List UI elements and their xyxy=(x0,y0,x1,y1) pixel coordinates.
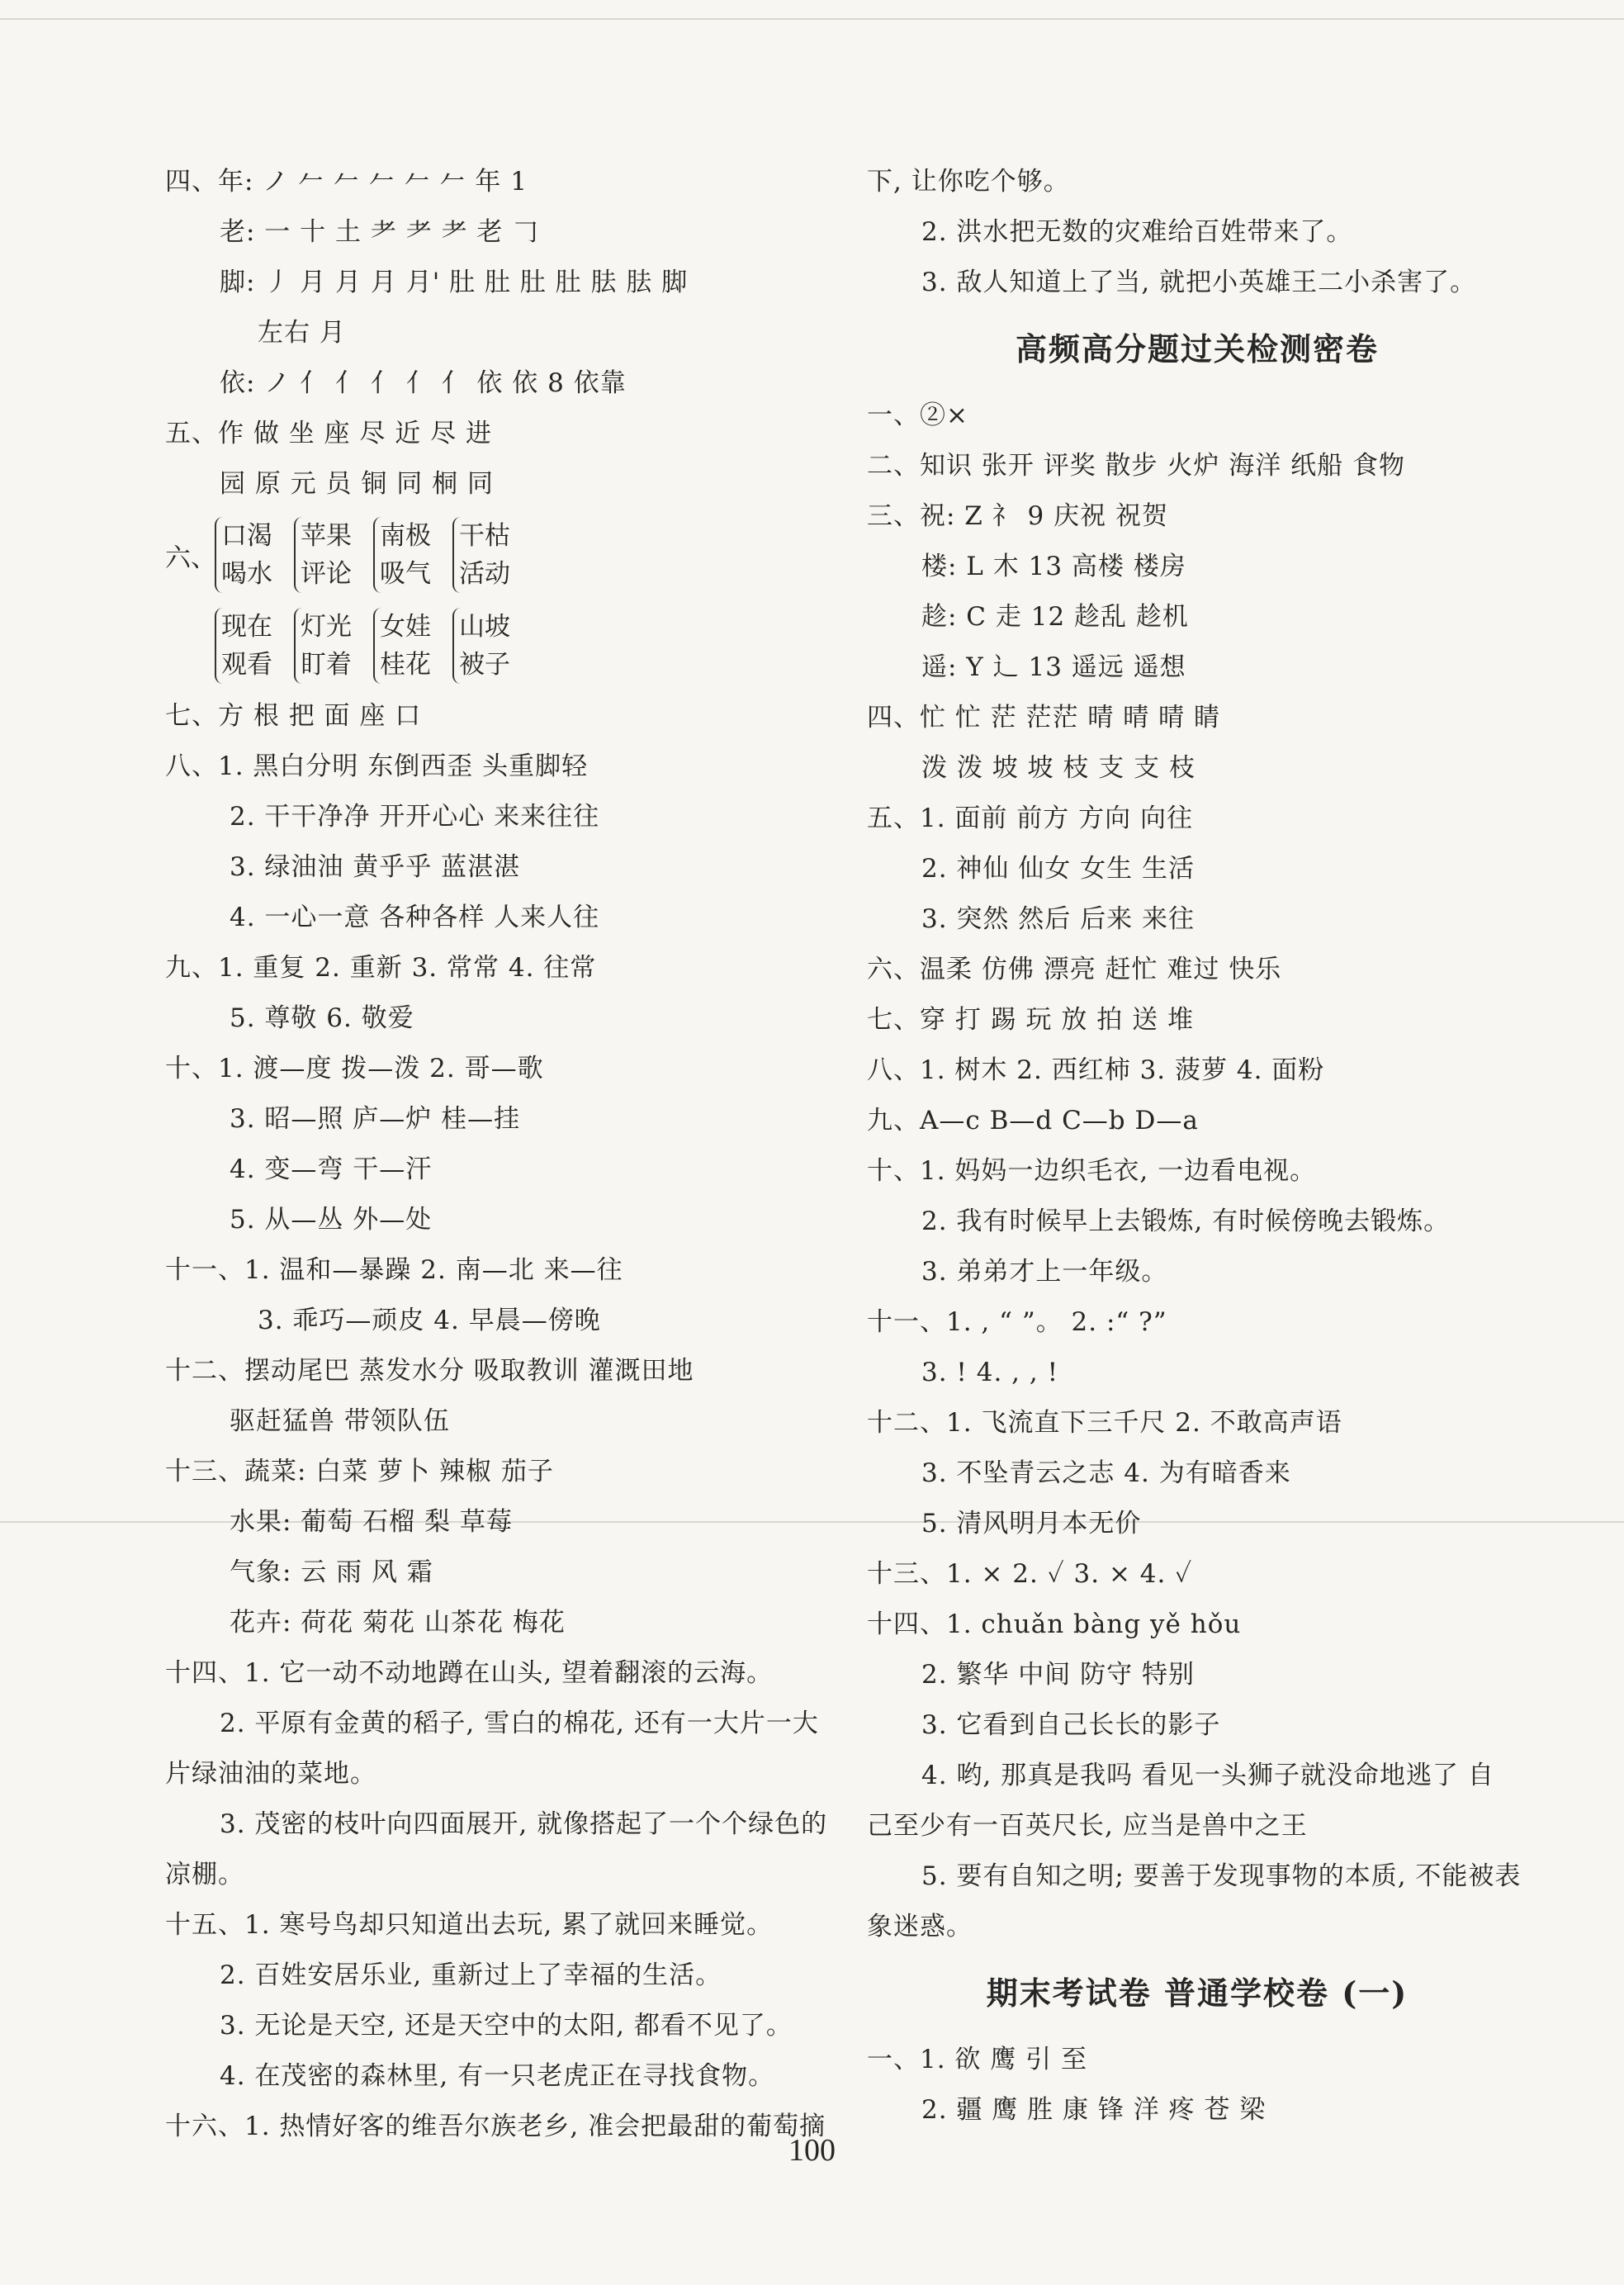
answer-line: 4. 变—弯 干—汗 xyxy=(230,1154,433,1184)
answer-line: 驱赶猛兽 带领队伍 xyxy=(230,1406,450,1436)
answer-line: 十三、蔬菜: 白菜 萝卜 辣椒 茄子 xyxy=(165,1457,554,1486)
pair-word: 口渴 xyxy=(221,521,272,551)
answer-line: 2. 干干净净 开开心心 来来往往 xyxy=(230,802,600,832)
answer-line: 2. 我有时候早上去锻炼, 有时候傍晚去锻炼。 xyxy=(921,1206,1451,1236)
answer-line: 七、穿 打 踢 玩 放 拍 送 堆 xyxy=(867,1005,1194,1035)
answer-line: 2. 洪水把无数的灾难给百姓带来了。 xyxy=(921,217,1353,247)
pair-word: 干枯 xyxy=(459,521,510,551)
pair-word: 喝水 xyxy=(221,559,272,589)
answer-line: 六、温柔 仿佛 漂亮 赶忙 难过 快乐 xyxy=(867,955,1282,984)
word-pair xyxy=(215,608,272,684)
pair-word: 现在 xyxy=(221,612,272,642)
section-heading-high-frequency: 高频高分题过关检测密卷 xyxy=(1015,330,1379,367)
brace-group-row-2 xyxy=(165,600,842,691)
answer-line: 5. 要有自知之明; 要善于发现事物的本质, 不能被表 xyxy=(921,1861,1522,1891)
answer-line: 十四、1. chuǎn bàng yě hǒu xyxy=(867,1609,1242,1639)
answer-line: 凉棚。 xyxy=(165,1860,244,1889)
answer-line: 3. 不坠青云之志 4. 为有暗香来 xyxy=(921,1458,1291,1488)
pair-word: 被子 xyxy=(459,650,510,680)
word-pair xyxy=(294,608,352,684)
pair-word: 苹果 xyxy=(301,521,352,551)
answer-line: 园 原 元 员 铜 同 桐 同 xyxy=(220,469,494,499)
answer-line: 3. 绿油油 黄乎乎 蓝湛湛 xyxy=(230,852,521,882)
word-pair xyxy=(215,517,272,593)
pair-word: 活动 xyxy=(459,559,510,589)
answer-line: 5. 从—丛 外—处 xyxy=(230,1205,433,1235)
page-number: 100 xyxy=(788,2133,836,2168)
answer-line: 5. 清风明月本无价 xyxy=(921,1509,1142,1538)
answer-line: 十二、摆动尾巴 蒸发水分 吸取教训 灌溉田地 xyxy=(165,1356,694,1386)
answer-line: 3. 敌人知道上了当, 就把小英雄王二小杀害了。 xyxy=(921,268,1477,297)
answer-line: 趁: C 走 12 趁乱 趁机 xyxy=(921,602,1189,632)
answer-line: 3. 突然 然后 后来 来往 xyxy=(921,904,1195,934)
answer-line: 2. 平原有金黄的稻子, 雪白的棉花, 还有一大片一大 xyxy=(220,1709,819,1738)
answer-line: 3. 无论是天空, 还是天空中的太阳, 都看不见了。 xyxy=(220,2011,793,2041)
answer-line: 2. 百姓安居乐业, 重新过上了幸福的生活。 xyxy=(220,1960,722,1990)
answer-line: 2. 疆 鹰 胜 康 锋 洋 疼 苍 梁 xyxy=(921,2095,1267,2125)
word-pair xyxy=(452,608,510,684)
word-pair xyxy=(452,517,510,593)
answer-line: 十三、1. × 2. ✓ 3. × 4. ✓ xyxy=(867,1559,1193,1589)
pair-word: 灯光 xyxy=(301,612,352,642)
left-column xyxy=(165,157,842,2152)
answer-line: 3. 茂密的枝叶向四面展开, 就像搭起了一个个绿色的 xyxy=(220,1809,828,1839)
section-heading-final-exam: 期末考试卷 普通学校卷 (一) xyxy=(986,1974,1409,2012)
pair-word: 盯着 xyxy=(301,650,352,680)
answer-line: 下, 让你吃个够。 xyxy=(867,167,1070,197)
left-answers-a xyxy=(165,157,842,510)
answer-line: 十、1. 渡—度 拨—泼 2. 哥—歌 xyxy=(165,1054,544,1083)
brace-group-row-1 xyxy=(165,510,842,600)
answer-line: 遥: Y 辶 13 遥远 遥想 xyxy=(921,652,1186,682)
answer-line: 十四、1. 它一动不动地蹲在山头, 望着翻滚的云海。 xyxy=(165,1658,774,1688)
answer-line: 3. 弟弟才上一年级。 xyxy=(921,1257,1168,1287)
answer-line: 九、1. 重复 2. 重新 3. 常常 4. 往常 xyxy=(165,953,597,983)
word-pair xyxy=(294,517,352,593)
answer-line: 十一、1. , “ ”。 2. :“ ?” xyxy=(867,1307,1167,1337)
answer-line: 七、方 根 把 面 座 口 xyxy=(165,701,422,731)
answer-line: 4. 哟, 那真是我吗 看见一头狮子就没命地逃了 自 xyxy=(921,1761,1494,1790)
answer-line: 己至少有一百英尺长, 应当是兽中之王 xyxy=(867,1811,1308,1841)
left-answers-b xyxy=(165,691,842,2152)
pair-word: 女娃 xyxy=(380,612,431,642)
pair-word: 评论 xyxy=(301,559,352,589)
right-column xyxy=(867,157,1527,2136)
brace-label: 六、 xyxy=(165,543,216,573)
answer-line: 二、知识 张开 评奖 散步 火炉 海洋 纸船 食物 xyxy=(867,451,1405,481)
answer-line: 2. 繁华 中间 防守 特别 xyxy=(921,1660,1195,1690)
answer-line: 依: ノ 亻 亻 亻 亻 亻 依 依 8 依靠 xyxy=(220,368,627,398)
answer-line: 十、1. 妈妈一边织毛衣, 一边看电视。 xyxy=(867,1156,1317,1186)
answer-line: 3. 昭—照 庐—炉 桂—挂 xyxy=(230,1104,521,1134)
answer-line: 3. 乖巧—顽皮 4. 早晨—傍晚 xyxy=(258,1306,601,1335)
answer-line: 楼: L 木 13 高楼 楼房 xyxy=(921,552,1186,581)
answer-line: 3. ! 4. , , ! xyxy=(921,1358,1059,1387)
word-pair xyxy=(373,517,431,593)
answer-line: 片绿油油的菜地。 xyxy=(165,1759,376,1789)
pair-word: 观看 xyxy=(221,650,272,680)
top-rule xyxy=(0,18,1624,20)
answer-line: 四、忙 忙 茫 茫茫 晴 晴 晴 睛 xyxy=(867,703,1220,732)
answer-line: 花卉: 荷花 菊花 山茶花 梅花 xyxy=(230,1608,566,1638)
answer-line: 十六、1. 热情好客的维吾尔族老乡, 准会把最甜的葡萄摘 xyxy=(165,2112,826,2141)
answer-line: 5. 尊敬 6. 敬爱 xyxy=(230,1003,414,1033)
answer-line: 八、1. 黑白分明 东倒西歪 头重脚轻 xyxy=(165,751,589,781)
answer-line: 九、A—c B—d C—b D—a xyxy=(867,1106,1199,1135)
right-answers-c xyxy=(867,2035,1527,2136)
answer-line: 脚: 丿 月 月 月 月' 肚 肚 肚 肚 胠 胠 脚 xyxy=(220,268,689,297)
right-answers-a xyxy=(867,157,1527,308)
answer-line: 一、1. 欲 鹰 引 至 xyxy=(867,2045,1087,2074)
answer-line: 十一、1. 温和—暴躁 2. 南—北 来—往 xyxy=(165,1255,623,1285)
word-pair xyxy=(373,608,431,684)
answer-line: 五、1. 面前 前方 方向 向往 xyxy=(867,804,1193,833)
pair-word: 南极 xyxy=(380,521,431,551)
answer-line: 五、作 做 坐 座 尽 近 尽 进 xyxy=(165,419,492,448)
answer-line: 4. 一心一意 各种各样 人来人往 xyxy=(230,903,600,932)
answer-line: 十二、1. 飞流直下三千尺 2. 不敢高声语 xyxy=(867,1408,1342,1438)
pair-word: 吸气 xyxy=(380,559,431,589)
answer-line: 水果: 葡萄 石榴 梨 草莓 xyxy=(230,1507,513,1537)
answer-line: 象迷惑。 xyxy=(867,1912,973,1941)
answer-line: 四、年: ノ 𠂉 𠂉 𠂉 𠂉 𠂉 年 1 xyxy=(165,167,528,197)
answer-line: 三、祝: Z 礻 9 庆祝 祝贺 xyxy=(867,501,1168,531)
pair-word: 山坡 xyxy=(459,612,510,642)
pair-word: 桂花 xyxy=(380,650,431,680)
answer-line: 4. 在茂密的森林里, 有一只老虎正在寻找食物。 xyxy=(220,2061,775,2091)
answer-line: 十五、1. 寒号鸟却只知道出去玩, 累了就回来睡觉。 xyxy=(165,1910,774,1940)
answer-line: 左右 月 xyxy=(258,318,346,348)
answer-line: 泼 泼 坡 坡 枝 支 支 枝 xyxy=(921,753,1196,783)
right-answers-b xyxy=(867,391,1527,1952)
answer-line: 2. 神仙 仙女 女生 生活 xyxy=(921,854,1195,884)
answer-line: 八、1. 树木 2. 西红柿 3. 菠萝 4. 面粉 xyxy=(867,1055,1325,1085)
answer-line: 老: 一 十 土 耂 耂 耂 老 𠃌 xyxy=(220,217,539,247)
answer-line: 气象: 云 雨 风 霜 xyxy=(230,1557,433,1587)
answer-line: 3. 它看到自己长长的影子 xyxy=(921,1710,1221,1740)
answer-line: 一、②× xyxy=(867,401,968,430)
